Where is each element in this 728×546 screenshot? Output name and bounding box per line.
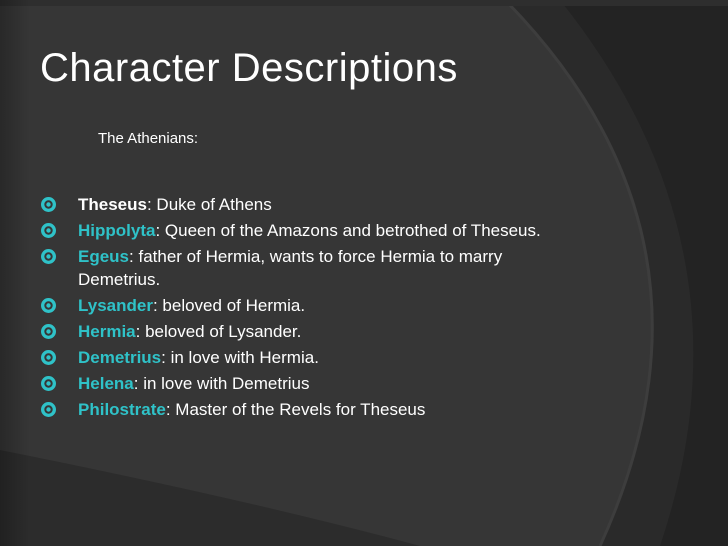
character-name: Helena bbox=[78, 374, 134, 393]
character-item-helena bbox=[40, 372, 580, 395]
target-bullet-icon bbox=[40, 222, 57, 239]
character-description: : in love with Demetrius bbox=[133, 374, 310, 393]
character-name: Philostrate bbox=[78, 400, 166, 419]
character-item-theseus bbox=[40, 193, 580, 216]
character-description: : Queen of the Amazons and betrothed of Theseus. bbox=[155, 221, 541, 240]
target-bullet-icon bbox=[40, 248, 57, 265]
character-item-egeus bbox=[40, 245, 580, 291]
character-description: : Master of the Revels for Theseus bbox=[165, 400, 426, 419]
character-item-philostrate bbox=[40, 398, 580, 421]
target-bullet-icon bbox=[40, 323, 57, 340]
character-list bbox=[40, 193, 580, 424]
character-description: : father of Hermia, wants to force Hermia to marry Demetrius. bbox=[78, 247, 503, 289]
section-subtitle: The Athenians: bbox=[98, 130, 199, 147]
target-bullet-icon bbox=[40, 349, 57, 366]
slide-title: Character Descriptions bbox=[40, 46, 458, 90]
character-description: : Duke of Athens bbox=[146, 195, 272, 214]
character-item-lysander bbox=[40, 294, 580, 317]
character-description: : in love with Hermia. bbox=[161, 348, 319, 367]
target-bullet-icon bbox=[40, 196, 57, 213]
character-description: : beloved of Lysander. bbox=[135, 322, 302, 341]
character-name: Demetrius bbox=[78, 348, 162, 367]
character-item-hermia bbox=[40, 320, 580, 343]
target-bullet-icon bbox=[40, 375, 57, 392]
character-item-hippolyta bbox=[40, 219, 580, 242]
character-description: : beloved of Hermia. bbox=[152, 296, 306, 315]
target-bullet-icon bbox=[40, 297, 57, 314]
character-item-demetrius bbox=[40, 346, 580, 369]
character-name: Theseus bbox=[78, 195, 147, 214]
character-name: Hippolyta bbox=[78, 221, 156, 240]
target-bullet-icon bbox=[40, 401, 57, 418]
character-name: Lysander bbox=[78, 296, 153, 315]
character-name: Hermia bbox=[78, 322, 136, 341]
character-name: Egeus bbox=[78, 247, 130, 266]
